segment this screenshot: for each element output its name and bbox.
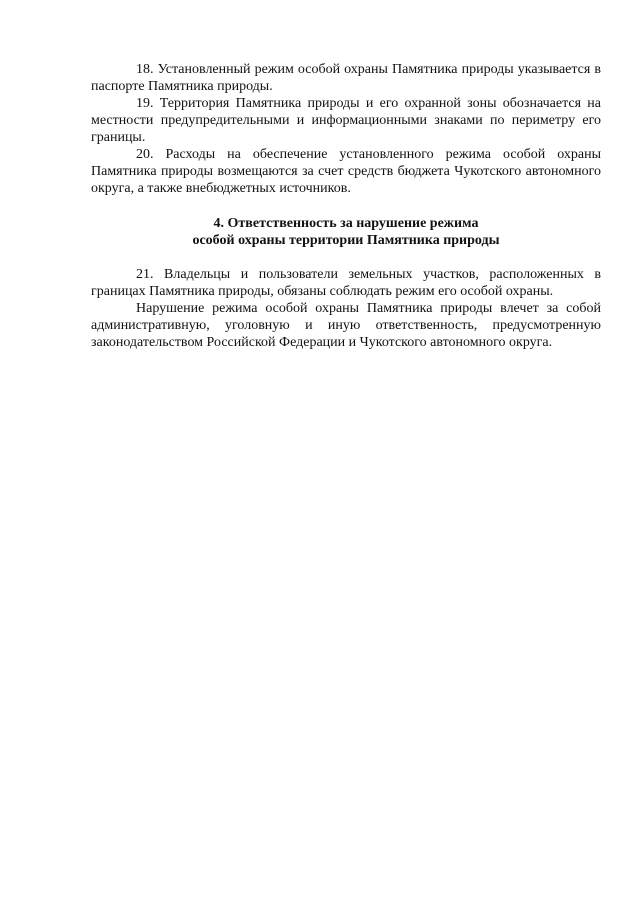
document-body bbox=[91, 61, 601, 351]
section-heading-line2: особой охраны территории Памятника природы bbox=[192, 233, 500, 248]
paragraph-21: 21. Владельцы и пользователи земельных участков, расположенных в границах Памятника природы, обязаны соблюдать режим его особой охраны. bbox=[91, 267, 601, 299]
section-heading-line1: 4. Ответственность за нарушение режима bbox=[213, 216, 479, 231]
paragraph-19: 19. Территория Памятника природы и его охранной зоны обозначается на местности предупредительными и информационными знаками по периметру его границы. bbox=[91, 96, 601, 145]
paragraph-violation: Нарушение режима особой охраны Памятника природы влечет за собой административную, уголовную и иную ответственность, предусмотренную законодательством Российской Федерации и Чукотского автономного округа. bbox=[91, 301, 601, 350]
section-heading bbox=[91, 215, 601, 249]
paragraph-20: 20. Расходы на обеспечение установленного режима особой охраны Памятника природы возмещаются за счет средств бюджета Чукотского автономного округа, а также внебюджетных источников. bbox=[91, 147, 601, 196]
paragraph-18: 18. Установленный режим особой охраны Памятника природы указывается в паспорте Памятника природы. bbox=[91, 62, 601, 94]
